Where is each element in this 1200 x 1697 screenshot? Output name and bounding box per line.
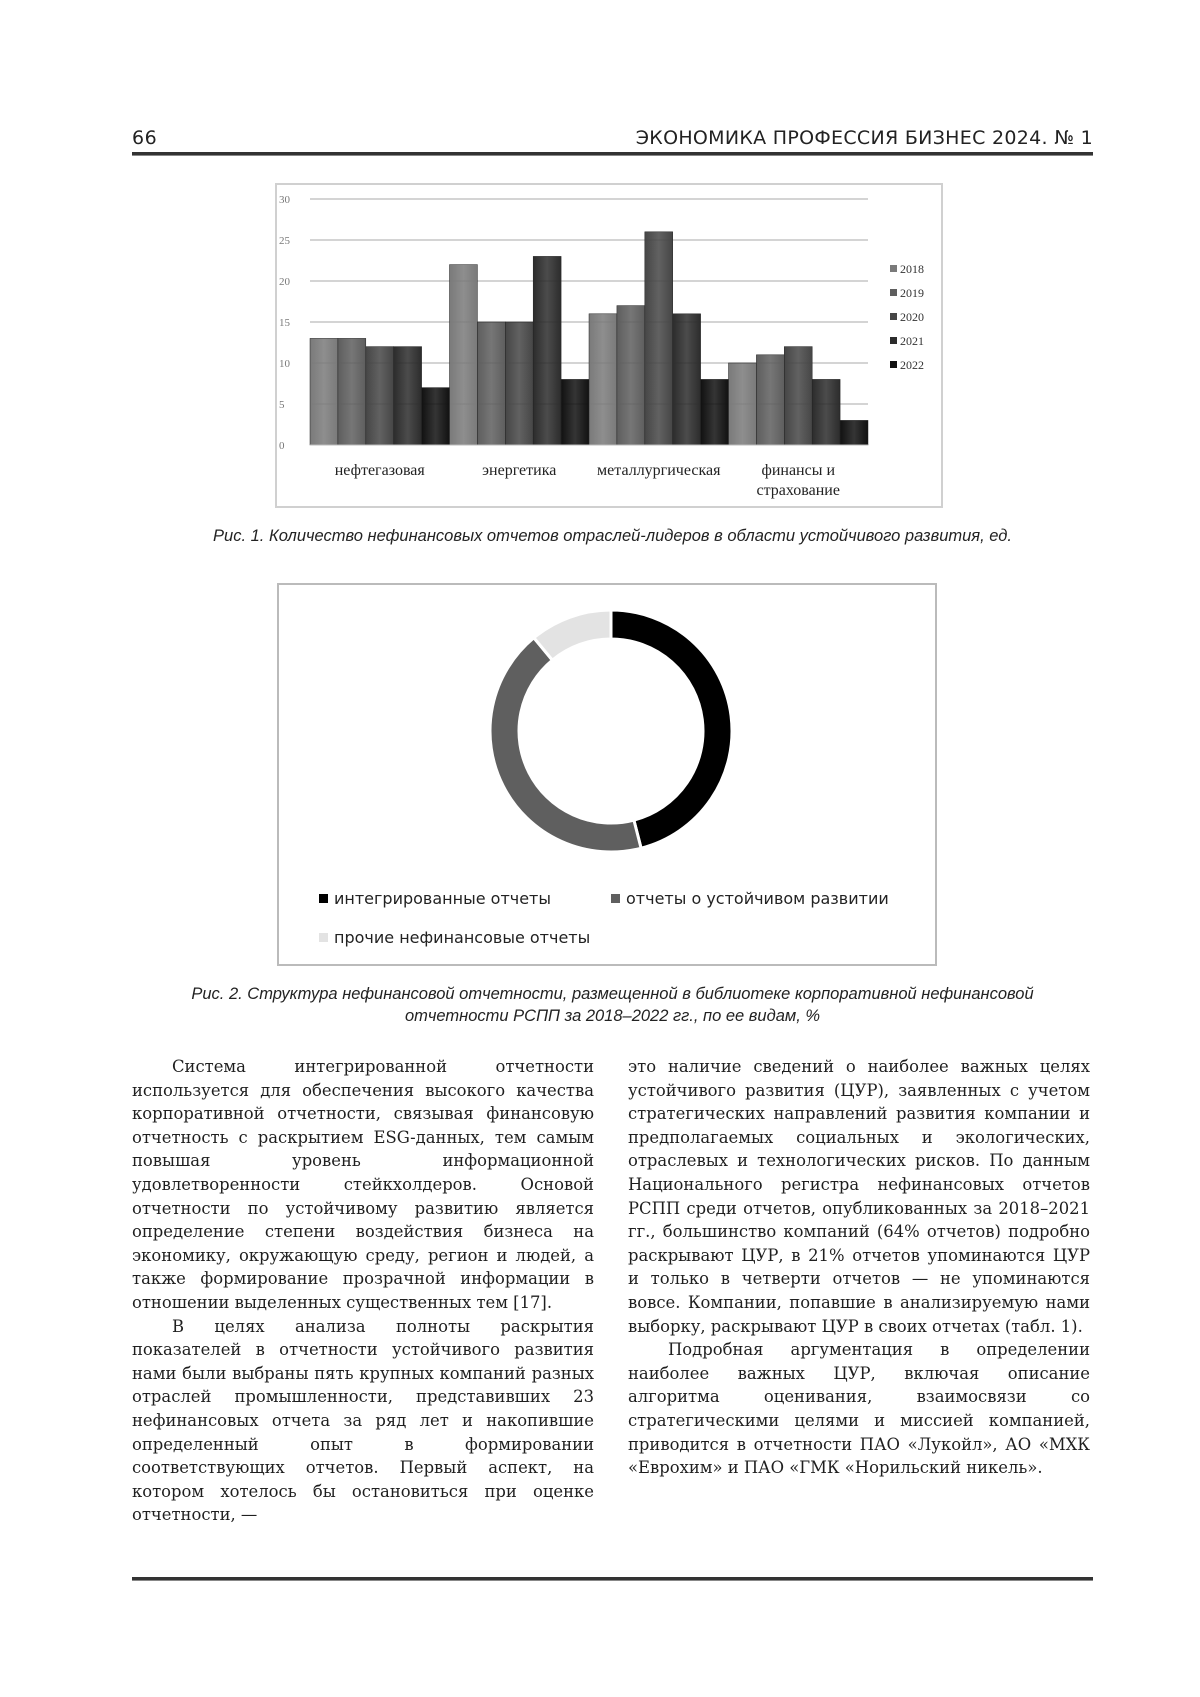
bar-2018-3 bbox=[729, 363, 757, 445]
x-category-label: страхование bbox=[756, 482, 840, 499]
page-number: 66 bbox=[132, 127, 158, 149]
legend-swatch bbox=[890, 361, 897, 368]
y-tick-label: 25 bbox=[279, 235, 290, 247]
bar-2022-1 bbox=[561, 379, 589, 445]
bar-2022-3 bbox=[840, 420, 868, 445]
y-tick-label: 15 bbox=[279, 317, 290, 329]
bar-2019-0 bbox=[338, 338, 366, 445]
paragraph: Подробная аргументация в определении наиболее важных ЦУР, включая описание алгоритма оценивания, взаимосвязи со стратегическими целями и миссией компанией, приводится в отчетности ПАО «Лукойл», АО «МХК «Еврохим» и ПАО «ГМК «Норильский никель». bbox=[628, 1340, 1090, 1478]
x-category-label: финансы и bbox=[761, 462, 836, 479]
legend-label: интегрированные отчеты bbox=[334, 889, 552, 908]
caption-line: отчетности РСПП за 2018–2022 гг., по ее видам, % bbox=[404, 1007, 821, 1025]
paragraph: Система интегрированной отчетности используется для обеспечения высокого качества корпоративной отчетности, связывая финансовую отчетность с раскрытием ESG-данных, тем самым повышая уровень информационной удовлетворенности стейкхолдеров. Основой отчетности по устойчивому развитию является определение степени воздействия бизнеса на экономику, окружающую среду, регион и людей, а также формирование прозрачной информации в отношении выделенных существенных тем [17]. bbox=[132, 1057, 594, 1312]
legend-swatch bbox=[890, 265, 897, 272]
legend-swatch bbox=[319, 933, 328, 942]
bar-2021-3 bbox=[812, 379, 840, 445]
x-category-label: энергетика bbox=[482, 462, 557, 479]
legend-label: 2021 bbox=[900, 334, 924, 348]
bar-2021-1 bbox=[533, 256, 561, 445]
y-tick-label: 0 bbox=[279, 440, 285, 452]
legend-label: 2019 bbox=[900, 286, 924, 300]
bar-2022-2 bbox=[701, 379, 729, 445]
header-rule bbox=[132, 152, 1093, 156]
journal-title: ЭКОНОМИКА ПРОФЕССИЯ БИЗНЕС 2024. № 1 bbox=[635, 127, 1093, 149]
legend-label: 2018 bbox=[900, 262, 924, 276]
bar-2020-2 bbox=[645, 232, 673, 445]
legend-item-sustainability bbox=[611, 889, 889, 908]
bar-2020-0 bbox=[366, 347, 394, 445]
legend-swatch bbox=[319, 894, 328, 903]
y-tick-label: 5 bbox=[279, 399, 285, 411]
text-column-right bbox=[628, 1055, 1090, 1480]
text-column-left bbox=[132, 1055, 594, 1527]
donut-chart-figure-2 bbox=[277, 583, 937, 966]
legend-swatch bbox=[890, 313, 897, 320]
y-tick-label: 30 bbox=[279, 194, 290, 206]
bar-2022-0 bbox=[422, 388, 450, 445]
donut-slice-0 bbox=[611, 610, 732, 848]
bar-2020-3 bbox=[784, 347, 812, 445]
paragraph: это наличие сведений о наиболее важных целях устойчивого развития (ЦУР), заявленных с учетом стратегических направлений развития компании и предполагаемых социальных и экологических, отраслевых и технологических рисков. По данным Национального регистра нефинансовых отчетов РСПП среди отчетов, опубликованных за 2018–2021 гг., большинство компаний (64% отчетов) подробно раскрывают ЦУР, в 21% отчетов упоминаются ЦУР и только в четверти отчетов — не упоминаются вовсе. Компании, попавшие в анализируемую нами выборку, раскрывают ЦУР в своих отчетах (табл. 1). bbox=[628, 1057, 1090, 1336]
bar-2018-1 bbox=[450, 265, 478, 445]
figure-1-caption: Рис. 1. Количество нефинансовых отчетов отраслей-лидеров в области устойчивого развития, ед. bbox=[213, 527, 1012, 545]
x-category-label: металлургическая bbox=[597, 462, 721, 479]
legend-swatch bbox=[890, 337, 897, 344]
paragraph: В целях анализа полноты раскрытия показателей в отчетности устойчивого развития нами были выбраны пять крупных компаний разных отраслей промышленности, представивших 23 нефинансовых отчета за ряд лет и накопившие определенный опыт в формировании соответствующих отчетов. Первый аспект, на котором хотелось бы остановиться при оценке отчетности, — bbox=[132, 1316, 594, 1525]
legend-label: 2020 bbox=[900, 310, 924, 324]
bar-chart-svg bbox=[277, 185, 941, 506]
bar-2021-2 bbox=[673, 314, 701, 445]
bar-2019-2 bbox=[617, 306, 645, 445]
bar-2021-0 bbox=[394, 347, 422, 445]
bar-2018-0 bbox=[310, 338, 338, 445]
y-tick-label: 20 bbox=[279, 276, 290, 288]
donut-slice-1 bbox=[490, 638, 641, 852]
legend-swatch bbox=[890, 289, 897, 296]
donut-slice-2 bbox=[534, 610, 611, 660]
caption-line: Рис. 2. Структура нефинансовой отчетности, размещенной в библиотеке корпоративной нефинансовой bbox=[191, 985, 1034, 1003]
legend-label: отчеты о устойчивом развитии bbox=[626, 889, 889, 908]
y-tick-label: 10 bbox=[279, 358, 290, 370]
legend-swatch bbox=[611, 894, 620, 903]
legend-item-other bbox=[319, 928, 590, 947]
bar-2019-3 bbox=[756, 355, 784, 445]
bar-2019-1 bbox=[477, 322, 505, 445]
legend-item-integrated bbox=[319, 889, 551, 908]
figure-2-caption bbox=[132, 983, 1093, 1027]
bar-2018-2 bbox=[589, 314, 617, 445]
legend-label: 2022 bbox=[900, 358, 924, 372]
bar-2020-1 bbox=[505, 322, 533, 445]
legend-label: прочие нефинансовые отчеты bbox=[334, 928, 591, 947]
bar-chart-figure-1 bbox=[275, 183, 943, 508]
footer-rule bbox=[132, 1577, 1093, 1581]
x-category-label: нефтегазовая bbox=[334, 462, 425, 479]
